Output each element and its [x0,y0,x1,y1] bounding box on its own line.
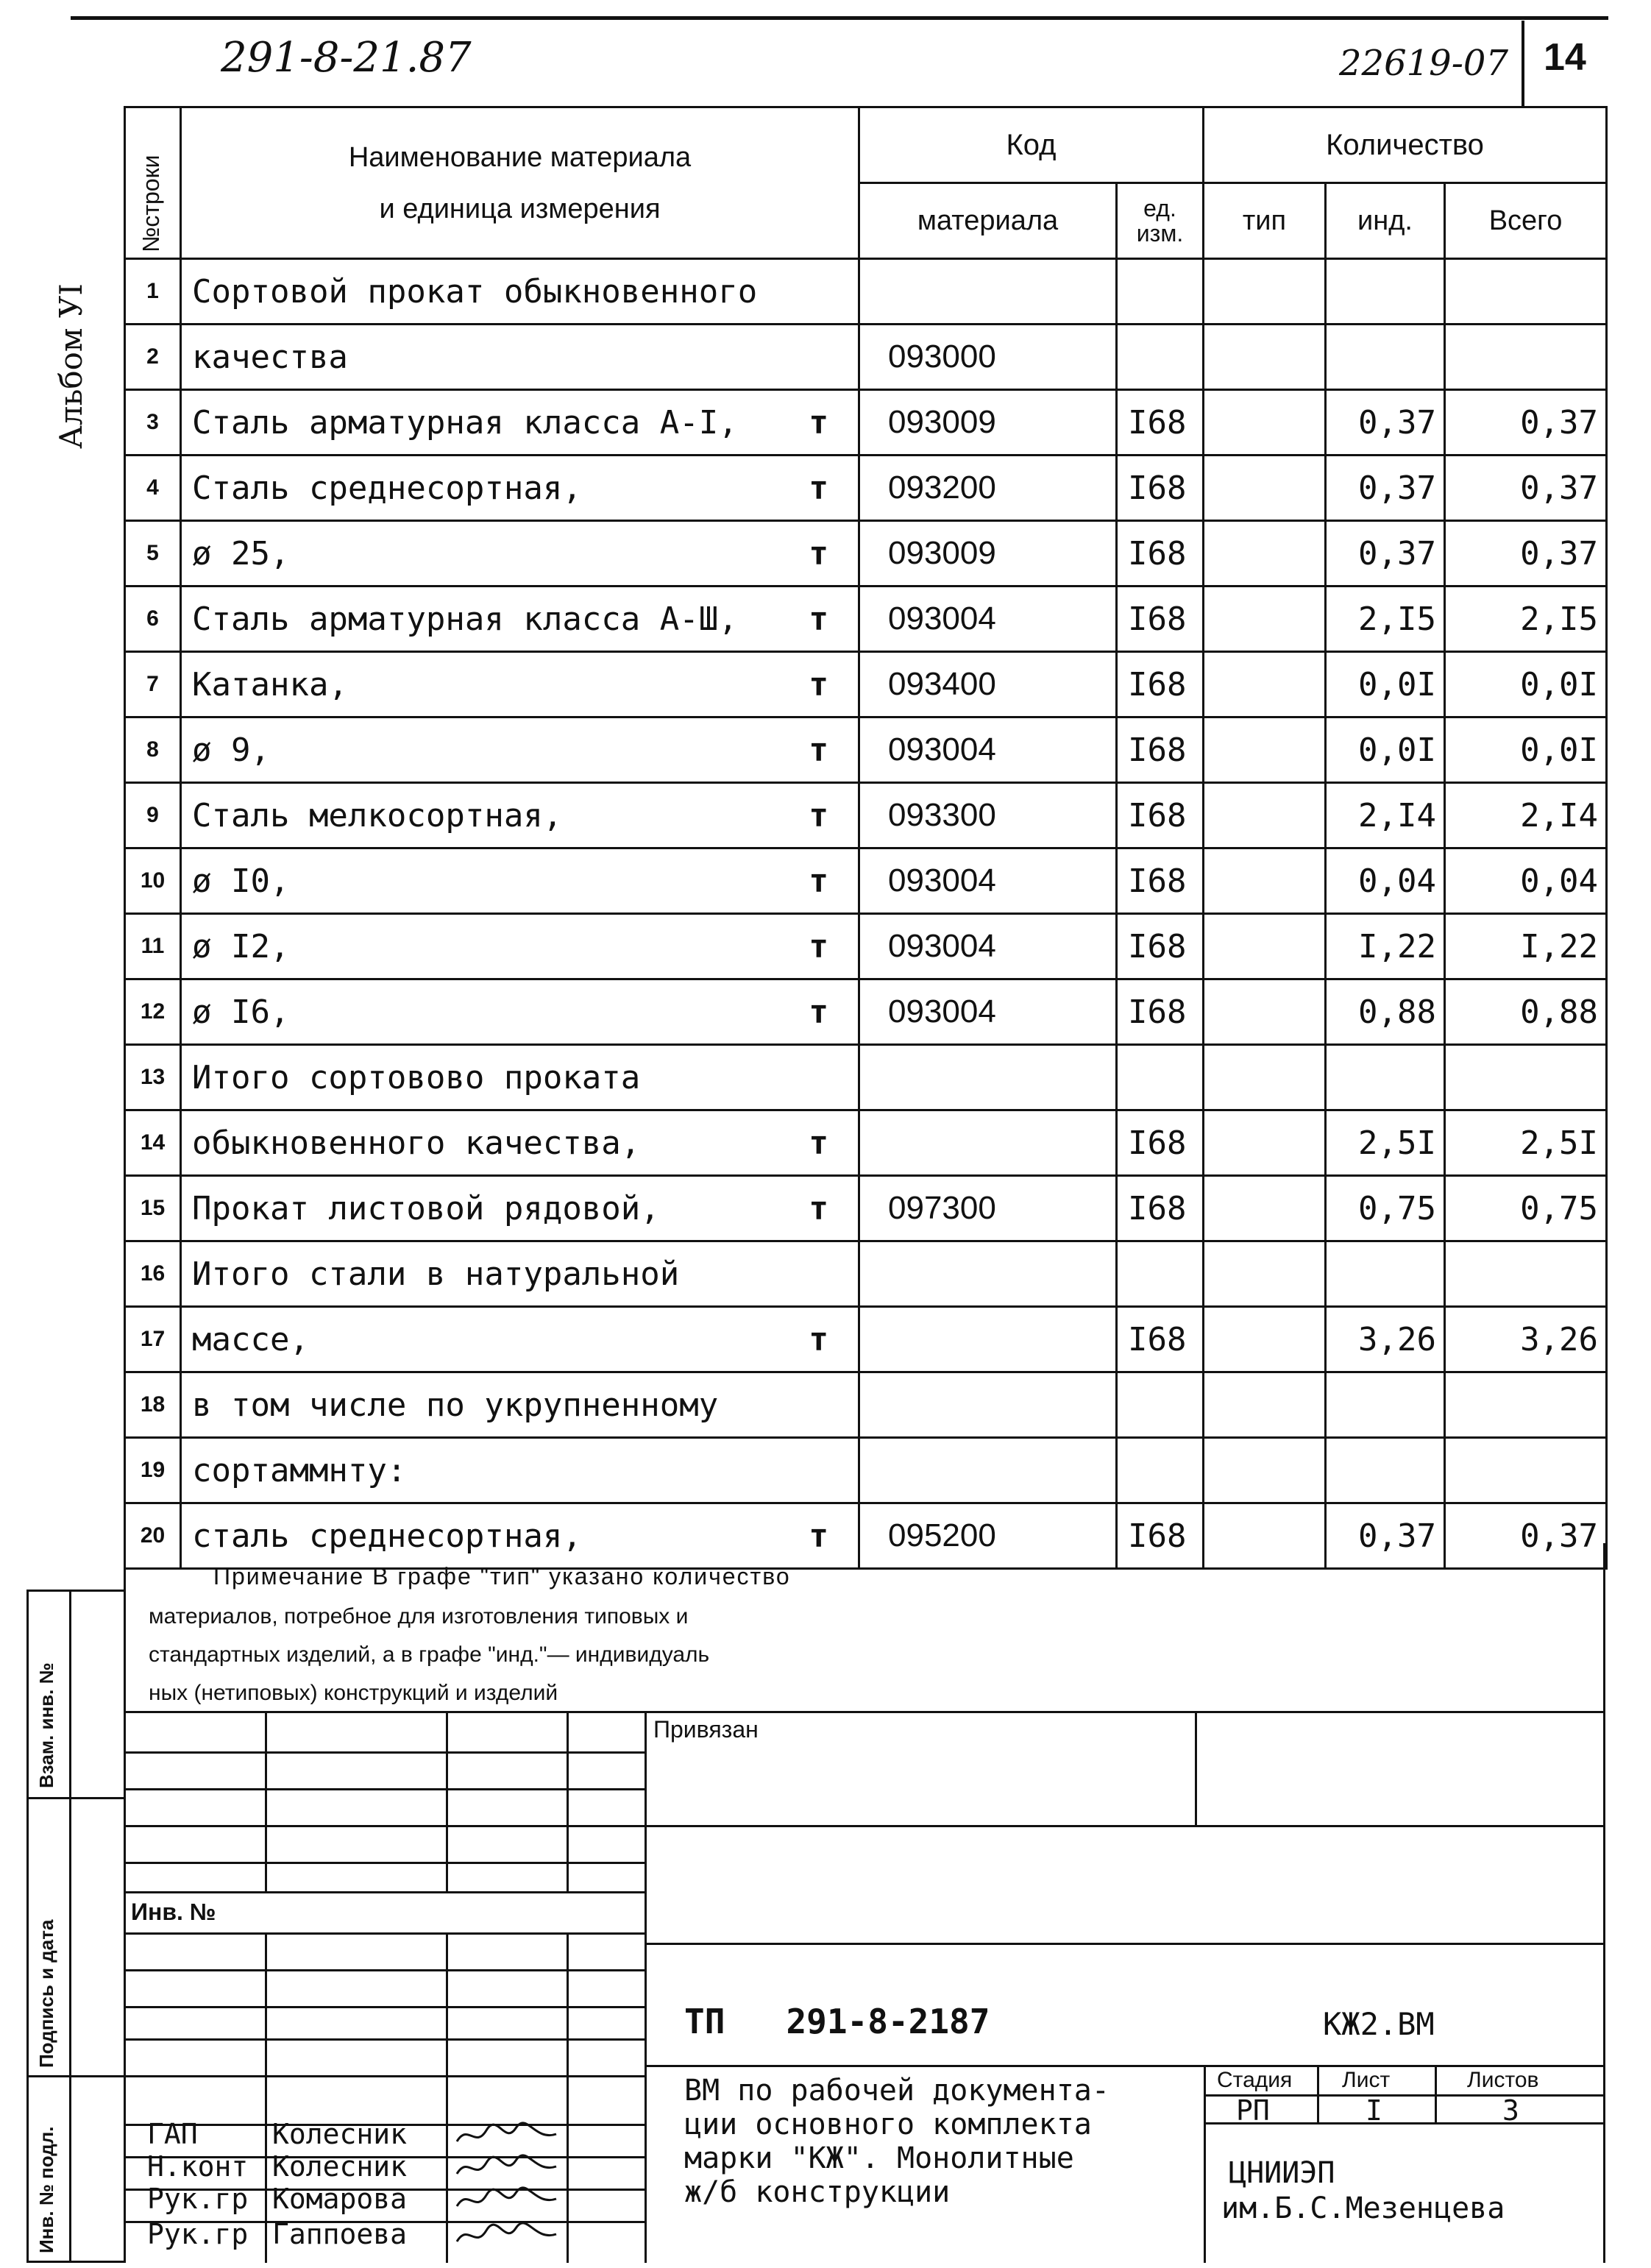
material-code: 093004 [859,979,1117,1045]
stamp-grid-line [124,1862,645,1864]
material-code [859,1110,1117,1176]
table-row [125,1372,1607,1438]
material-name: сталь среднесортная, [192,1517,582,1555]
qty-individual: 0,37 [1326,1503,1445,1569]
material-code [859,1372,1117,1438]
row-number: 10 [125,848,181,914]
qty-individual: 2,5I [1326,1110,1445,1176]
side-row-1 [26,1797,124,1799]
qty-total: 0,04 [1445,848,1607,914]
privyazan-split [1195,1711,1197,1826]
inv-no-line-b [124,1932,645,1935]
table-row [125,652,1607,717]
row-number: 3 [125,390,181,456]
material-name-cell [181,848,859,914]
stamp-vline-a [265,1711,267,2263]
qty-total: 0,0I [1445,652,1607,717]
material-code [859,1307,1117,1372]
stage-split-1 [1317,2065,1319,2124]
material-code [859,1241,1117,1307]
stamp-vline-b [446,1711,448,2263]
row-number: 12 [125,979,181,1045]
qty-individual [1326,1241,1445,1307]
table-row [125,914,1607,979]
unit-t: т [809,1124,828,1162]
unit-code: I68 [1117,783,1204,848]
row-number: 9 [125,783,181,848]
qty-total: 2,I4 [1445,783,1607,848]
sheets-value: 3 [1502,2094,1519,2127]
table-row [125,1110,1607,1176]
unit-code: I68 [1117,979,1204,1045]
material-name: в том числе по укрупненному [192,1386,719,1424]
table-row [125,259,1607,325]
sheet-label: Лист [1342,2068,1391,2092]
unit-t: т [809,731,828,769]
doc-title-line-4: ж/б конструкции [684,2175,951,2209]
material-code: 093009 [859,390,1117,456]
unit-code [1117,259,1204,325]
qty-total [1445,259,1607,325]
material-name: ø 25, [192,534,290,573]
side-vzam-label: Взам. инв. № [35,1662,57,1788]
qty-individual [1326,1045,1445,1110]
material-name: обыкновенного качества, [192,1124,641,1162]
qty-type [1204,652,1326,717]
doc-title-line-2: ции основного комплекта [684,2108,1092,2141]
drawing-mark: КЖ2.ВМ [1323,2006,1435,2042]
unit-t: т [809,1320,828,1358]
qty-total [1445,1045,1607,1110]
top-border [71,16,1608,20]
unit-code: I68 [1117,848,1204,914]
table-row [125,1045,1607,1110]
unit-code: I68 [1117,390,1204,456]
unit-t: т [809,1517,828,1555]
qty-total: 0,37 [1445,456,1607,521]
qty-individual: 0,0I [1326,652,1445,717]
material-name-cell [181,1241,859,1307]
row-number: 16 [125,1241,181,1307]
row-number: 18 [125,1372,181,1438]
handwritten-doc-code: 291-8-21.87 [221,34,472,82]
material-name: ø I2, [192,927,290,965]
table-row [125,1241,1607,1307]
row-number: 7 [125,652,181,717]
signature-scribble [453,2119,564,2150]
material-name-cell [181,456,859,521]
header-individual: инд. [1326,183,1445,259]
material-code: 093004 [859,848,1117,914]
material-name-cell [181,1176,859,1241]
organization-line-1: ЦНИИЭП [1229,2156,1335,2190]
signatory-name: Комарова [272,2183,408,2215]
unit-code: I68 [1117,914,1204,979]
material-name-cell [181,717,859,783]
qty-individual: 0,0I [1326,717,1445,783]
unit-code [1117,325,1204,390]
stamp-grid-line [124,2075,645,2077]
table-row [125,587,1607,652]
stamp-grid-line [124,2006,645,2008]
unit-code: I68 [1117,717,1204,783]
table-row [125,717,1607,783]
signatory-name: Гаппоева [272,2218,408,2250]
signatory-name: Колесник [272,2150,408,2183]
header-row-number: №строки [125,107,181,259]
note-line-4: ных (нетиповых) конструкций и изделий [149,1681,558,1705]
unit-code: I68 [1117,1110,1204,1176]
row-number: 8 [125,717,181,783]
unit-code: I68 [1117,1176,1204,1241]
header-material-code: материала [859,183,1117,259]
qty-type [1204,587,1326,652]
unit-code [1117,1241,1204,1307]
qty-individual: I,22 [1326,914,1445,979]
material-code [859,259,1117,325]
sheets-label: Листов [1467,2068,1539,2092]
header-total: Всего [1445,183,1607,259]
header-type: тип [1204,183,1326,259]
qty-total [1445,1372,1607,1438]
album-label: Альбом УI [53,283,89,449]
signatory-role: Н.конт [147,2150,249,2183]
qty-total [1445,1438,1607,1503]
material-code [859,1438,1117,1503]
qty-individual: 3,26 [1326,1307,1445,1372]
unit-t: т [809,469,828,507]
table-row [125,390,1607,456]
qty-individual [1326,1438,1445,1503]
material-name: Сталь мелкосортная, [192,796,563,834]
side-row-2 [26,2075,124,2077]
header-material-name: Наименование материала и единица измерения [181,107,859,259]
unit-code: I68 [1117,1307,1204,1372]
stamp-vline-d [645,1711,647,2263]
handwritten-inventory-number: 22619-07 [1339,43,1508,84]
unit-t: т [809,534,828,573]
qty-type [1204,521,1326,587]
unit-code [1117,1438,1204,1503]
qty-type [1204,914,1326,979]
material-name-cell [181,587,859,652]
qty-individual: 0,37 [1326,390,1445,456]
material-name: качества [192,338,348,376]
table-row [125,848,1607,914]
unit-t: т [809,862,828,900]
qty-total: 3,26 [1445,1307,1607,1372]
qty-type [1204,1110,1326,1176]
stage-split-2 [1435,2065,1437,2124]
table-row [125,456,1607,521]
qty-total: 0,37 [1445,521,1607,587]
qty-type [1204,1241,1326,1307]
material-code: 093400 [859,652,1117,717]
stamp-grid-line [124,1825,645,1827]
qty-individual [1326,259,1445,325]
material-code: 095200 [859,1503,1117,1569]
doc-title-line-3: марки "КЖ". Монолитные [684,2141,1074,2175]
material-name-cell [181,1045,859,1110]
material-code: 097300 [859,1176,1117,1241]
header-quantity: Количество [1204,107,1607,183]
qty-type [1204,1438,1326,1503]
table-row [125,783,1607,848]
material-code: 093004 [859,587,1117,652]
material-name-cell [181,783,859,848]
stamp-grid-line [124,1751,645,1754]
material-name-cell [181,1438,859,1503]
qty-type [1204,1176,1326,1241]
unit-t: т [809,1189,828,1227]
signatory-role: Рук.гр [147,2183,249,2215]
material-name-cell [181,652,859,717]
material-name: Итого стали в натуральной [192,1255,680,1293]
qty-individual [1326,1372,1445,1438]
doc-title-line-1: ВМ по рабочей документа- [684,2074,1109,2108]
qty-type [1204,259,1326,325]
material-code: 093300 [859,783,1117,848]
qty-individual: 0,88 [1326,979,1445,1045]
qty-total: 0,88 [1445,979,1607,1045]
unit-t: т [809,600,828,638]
row-number: 17 [125,1307,181,1372]
material-name: массе, [192,1320,309,1358]
qty-individual: 0,37 [1326,521,1445,587]
row-number: 2 [125,325,181,390]
unit-t: т [809,665,828,704]
material-name: ø I0, [192,862,290,900]
qty-total: I,22 [1445,914,1607,979]
signatory-role: ГАП [147,2118,198,2150]
material-name-cell [181,914,859,979]
material-name: сортаммнту: [192,1451,407,1489]
table-row [125,325,1607,390]
inv-no-label: Инв. № [131,1899,216,1925]
privyazan-label: Привязан [653,1716,759,1743]
sheet-value: I [1366,2094,1382,2127]
note-line-2: материалов, потребное для изготовления типовых и [149,1604,689,1629]
qty-total [1445,325,1607,390]
header-unit: ед. изм. [1117,183,1204,259]
title-row-top [645,2065,1605,2067]
qty-total [1445,1241,1607,1307]
row-number: 4 [125,456,181,521]
stamp-grid-line [124,1969,645,1971]
material-name: Прокат листовой рядовой, [192,1189,660,1227]
signature-scribble [453,2184,564,2215]
material-name-cell [181,521,859,587]
qty-type [1204,1372,1326,1438]
table-row [125,1438,1607,1503]
unit-code: I68 [1117,456,1204,521]
qty-total: 2,5I [1445,1110,1607,1176]
side-inv-label: Инв. № подл. [35,2126,57,2253]
qty-type [1204,390,1326,456]
material-name-cell [181,979,859,1045]
material-name: Итого сортовово проката [192,1058,641,1096]
material-name-cell [181,390,859,456]
privyazan-bottom [645,1825,1605,1827]
side-podpis-label: Подпись и дата [35,1919,57,2068]
unit-code: I68 [1117,521,1204,587]
unit-t: т [809,993,828,1031]
material-name-cell [181,1372,859,1438]
qty-individual: 2,I4 [1326,783,1445,848]
stage-label: Стадия [1217,2068,1293,2092]
stamp-grid-line [124,1788,645,1790]
table-header-row-1 [125,107,1607,183]
material-code: 093009 [859,521,1117,587]
header-code: Код [859,107,1204,183]
material-name: Сталь арматурная класса А-Ш, [192,600,738,638]
unit-t: т [809,403,828,442]
materials-table [124,106,1608,1570]
qty-total: 0,37 [1445,390,1607,456]
unit-t: т [809,927,828,965]
row-number: 20 [125,1503,181,1569]
project-code: ТП 291-8-2187 [684,2002,990,2041]
qty-individual: 2,I5 [1326,587,1445,652]
note-line-3: стандартных изделий, а в графе "инд."— индивидуаль [149,1642,710,1667]
material-name-cell [181,325,859,390]
qty-individual: 0,75 [1326,1176,1445,1241]
row-number: 5 [125,521,181,587]
qty-individual [1326,325,1445,390]
signatory-role: Рук.гр [147,2218,249,2250]
signatory-name: Колесник [272,2118,408,2150]
qty-type [1204,1307,1326,1372]
material-name: ø 9, [192,731,270,769]
qty-type [1204,1045,1326,1110]
unit-code: I68 [1117,652,1204,717]
row-number: 1 [125,259,181,325]
stage-value: РП [1236,2094,1270,2127]
row-number: 14 [125,1110,181,1176]
qty-total: 2,I5 [1445,587,1607,652]
material-name-cell [181,259,859,325]
qty-type [1204,456,1326,521]
organization-line-2: им.Б.С.Мезенцева [1221,2191,1505,2225]
material-code: 093004 [859,914,1117,979]
row-number: 15 [125,1176,181,1241]
qty-type [1204,325,1326,390]
inv-no-line [124,1891,645,1893]
material-code: 093004 [859,717,1117,783]
stamp-vline-c [567,1711,569,2263]
qty-total: 0,37 [1445,1503,1607,1569]
material-name: Сортовой прокат обыкновенного [192,272,758,311]
signature-scribble [453,2219,564,2250]
qty-individual: 0,37 [1326,456,1445,521]
qty-type [1204,783,1326,848]
table-row [125,1176,1607,1241]
stamp-grid-line [124,2038,645,2041]
sheet-number: 14 [1544,36,1586,79]
material-name: Сталь среднесортная, [192,469,582,507]
material-name: ø I6, [192,993,290,1031]
row-number: 11 [125,914,181,979]
table-row [125,521,1607,587]
material-name: Сталь арматурная класса А-I, [192,403,738,442]
qty-type [1204,848,1326,914]
material-code: 093000 [859,325,1117,390]
signature-scribble [453,2152,564,2183]
qty-total: 0,75 [1445,1176,1607,1241]
side-divider [69,1590,71,2263]
material-code [859,1045,1117,1110]
material-name-cell [181,1307,859,1372]
qty-type [1204,717,1326,783]
material-name: Катанка, [192,665,348,704]
qty-total: 0,0I [1445,717,1607,783]
unit-code: I68 [1117,1503,1204,1569]
row-number: 13 [125,1045,181,1110]
unit-t: т [809,796,828,834]
table-row [125,1307,1607,1372]
unit-code [1117,1372,1204,1438]
unit-code: I68 [1117,587,1204,652]
material-name-cell [181,1110,859,1176]
material-code: 093200 [859,456,1117,521]
note-line-1: Примечание В графе "тип" указано количество [213,1563,791,1590]
table-row [125,979,1607,1045]
qty-type [1204,979,1326,1045]
row-number: 19 [125,1438,181,1503]
unit-code [1117,1045,1204,1110]
qty-individual: 0,04 [1326,848,1445,914]
row-number: 6 [125,587,181,652]
project-row-top [645,1943,1605,1945]
